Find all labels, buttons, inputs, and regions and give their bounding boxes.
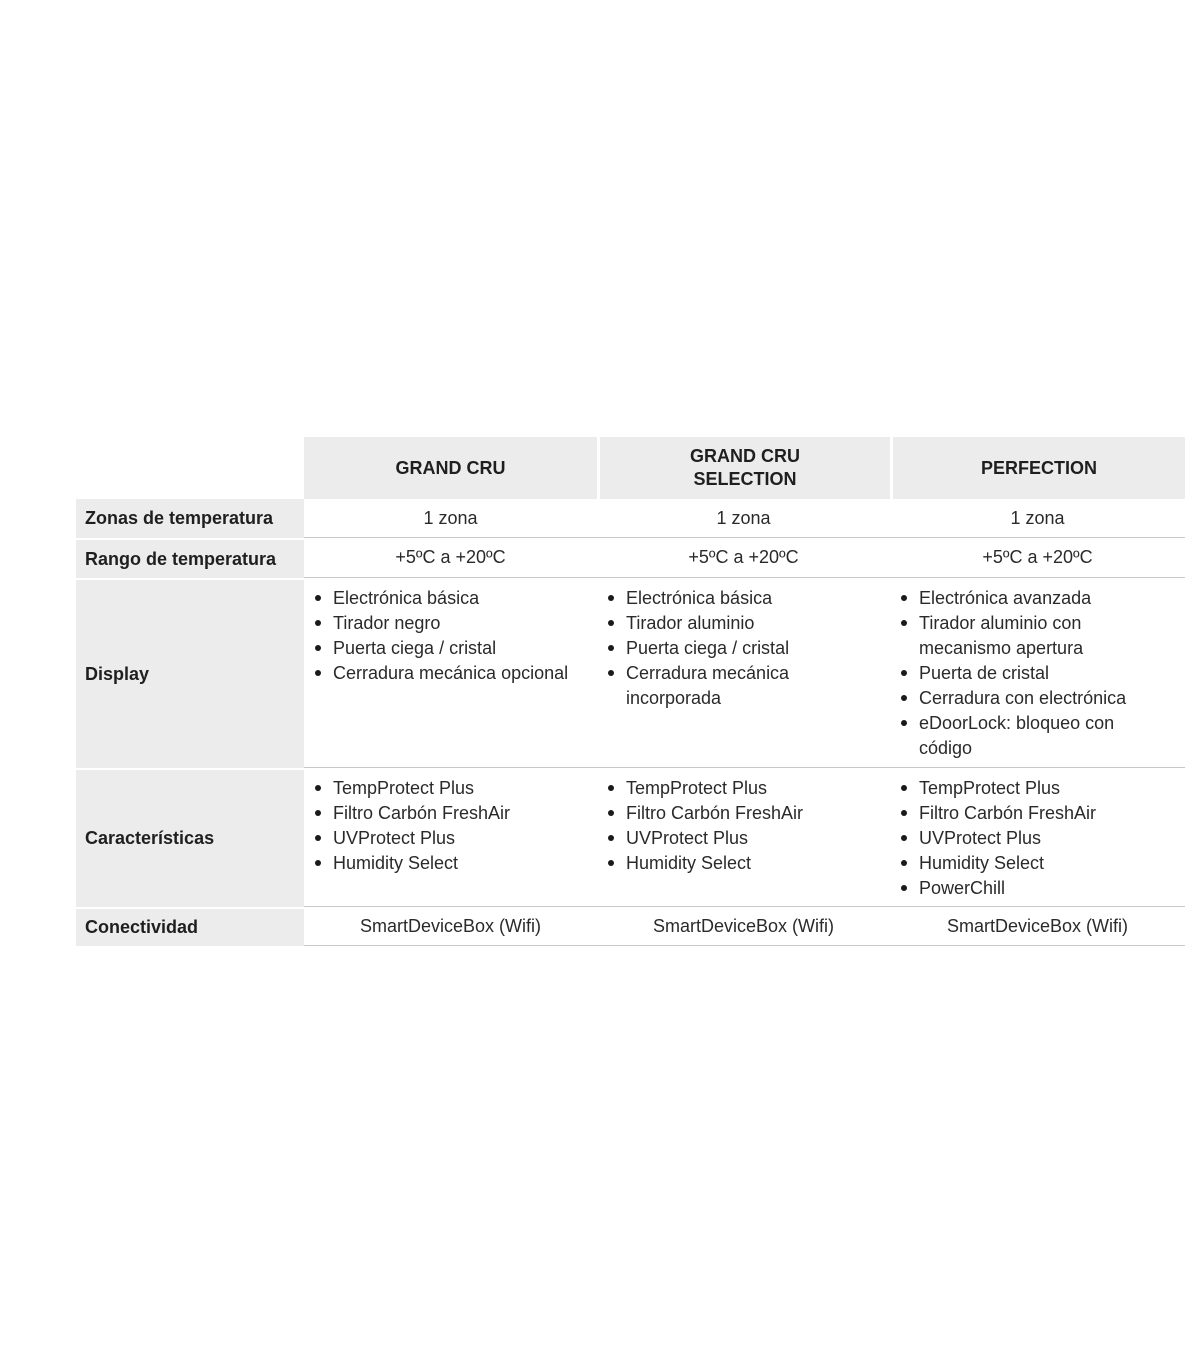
table-cell — [890, 768, 1185, 907]
row-label-conectividad: Conectividad — [76, 907, 304, 946]
feature-list — [314, 586, 587, 686]
row-label-display: Display — [76, 578, 304, 768]
list-item: Humidity Select — [314, 851, 587, 876]
feature-list — [900, 776, 1175, 901]
list-item: Electrónica básica — [314, 586, 587, 611]
list-item: Filtro Carbón FreshAir — [607, 801, 880, 826]
feature-list — [607, 776, 880, 876]
table-cell — [597, 768, 890, 907]
table-cell — [304, 768, 597, 907]
row-label-caracteristicas: Características — [76, 768, 304, 907]
feature-list — [900, 586, 1175, 761]
table-cell: 1 zona — [597, 499, 890, 538]
list-item: Puerta de cristal — [900, 661, 1175, 686]
list-item: Humidity Select — [607, 851, 880, 876]
table-cell: +5ºC a +20ºC — [890, 538, 1185, 578]
table-cell — [890, 578, 1185, 768]
list-item: TempProtect Plus — [900, 776, 1175, 801]
column-header-grand-cru-selection — [597, 437, 890, 499]
list-item: UVProtect Plus — [607, 826, 880, 851]
list-item: Cerradura mecánica incorporada — [607, 661, 796, 711]
table-cell: SmartDeviceBox (Wifi) — [890, 907, 1185, 946]
table-cell: SmartDeviceBox (Wifi) — [597, 907, 890, 946]
feature-list — [314, 776, 587, 876]
list-item: Electrónica básica — [607, 586, 880, 611]
feature-list — [607, 586, 880, 711]
list-item: UVProtect Plus — [900, 826, 1175, 851]
list-item: Tirador aluminio — [607, 611, 880, 636]
column-header-label: GRAND CRU SELECTION — [690, 446, 800, 489]
list-item: Puerta ciega / cristal — [314, 636, 587, 661]
list-item: Filtro Carbón FreshAir — [314, 801, 587, 826]
list-item: Filtro Carbón FreshAir — [900, 801, 1175, 826]
list-item: Electrónica avanzada — [900, 586, 1175, 611]
table-cell: SmartDeviceBox (Wifi) — [304, 907, 597, 946]
list-item: Tirador negro — [314, 611, 587, 636]
table-cell — [304, 578, 597, 768]
comparison-table — [76, 437, 1185, 946]
column-header-grand-cru — [304, 437, 597, 499]
table-cell: 1 zona — [304, 499, 597, 538]
row-label-rango: Rango de temperatura — [76, 538, 304, 578]
table-cell: +5ºC a +20ºC — [304, 538, 597, 578]
list-item: eDoorLock: bloqueo con código — [900, 711, 1129, 761]
column-header-label: PERFECTION — [980, 457, 1097, 478]
row-label-zonas: Zonas de temperatura — [76, 499, 304, 538]
list-item: Puerta ciega / cristal — [607, 636, 880, 661]
table-cell: +5ºC a +20ºC — [597, 538, 890, 578]
list-item: TempProtect Plus — [607, 776, 880, 801]
list-item: Humidity Select — [900, 851, 1175, 876]
column-header-perfection — [890, 437, 1185, 499]
list-item: PowerChill — [900, 876, 1175, 901]
list-item: Cerradura mecánica opcional — [314, 661, 587, 686]
column-header-label: GRAND CRU — [395, 457, 506, 478]
list-item: TempProtect Plus — [314, 776, 587, 801]
list-item: UVProtect Plus — [314, 826, 587, 851]
list-item: Tirador aluminio con mecanismo apertura — [900, 611, 1099, 661]
table-cell: 1 zona — [890, 499, 1185, 538]
table-cell — [597, 578, 890, 768]
table-corner — [76, 437, 304, 499]
list-item: Cerradura con electrónica — [900, 686, 1175, 711]
